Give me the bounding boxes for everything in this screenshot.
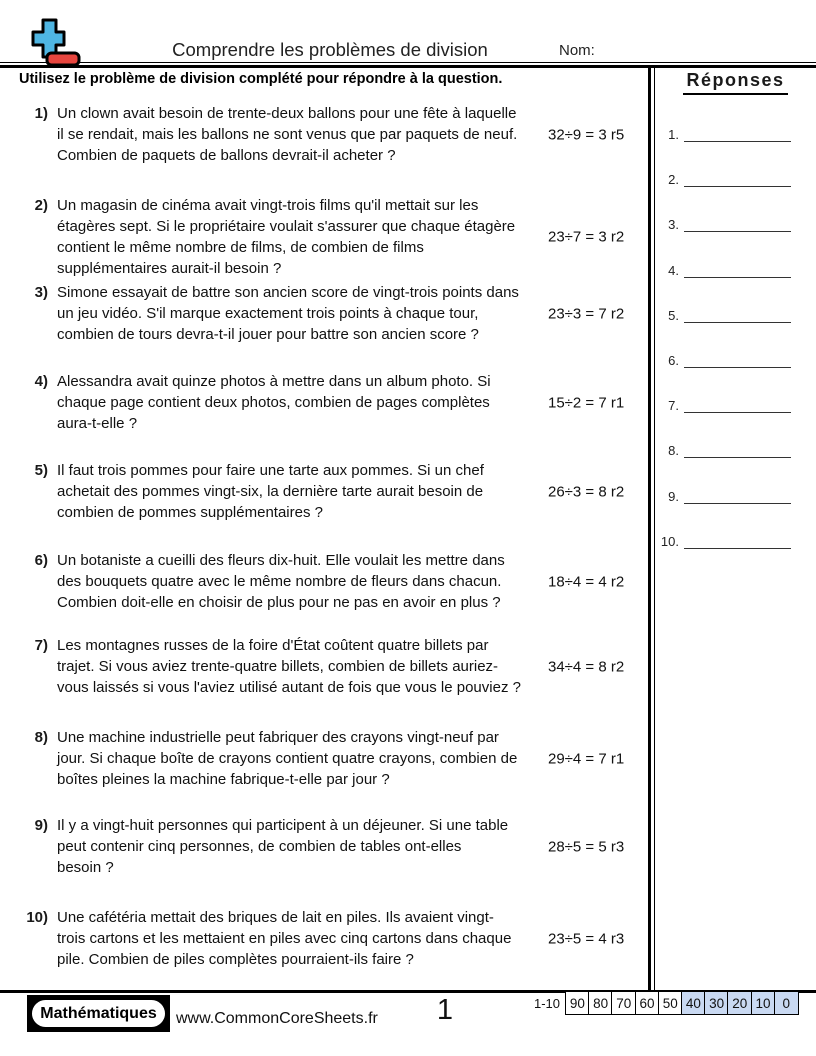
answer-blank[interactable] xyxy=(684,264,791,278)
problem-2 xyxy=(0,195,648,279)
problem-text: Une cafétéria mettait des briques de lait en piles. Ils avaient vingt- trois cartons et les mettaient en piles avec cinq cartons dans chaque pile. Combien de piles complètes pourraient-ils faire ? xyxy=(57,909,512,968)
answer-blank[interactable] xyxy=(684,309,791,323)
answer-row-1 xyxy=(657,127,791,142)
answer-row-10 xyxy=(657,534,791,549)
problem-4 xyxy=(0,371,648,434)
answer-number: 7. xyxy=(668,398,679,414)
problem-equation: 26÷3 = 8 r2 xyxy=(548,483,625,500)
answer-number: 4. xyxy=(668,262,679,278)
problem-text: Il faut trois pommes pour faire une tarte aux pommes. Si un chef achetait des pommes vingt-six, la dernière tarte aurait besoin de combien de pommes supplémentaires ? xyxy=(57,462,484,521)
problem-text: Un botaniste a cueilli des fleurs dix-huit. Elle voulait les mettre dans des bouquets quatre avec le même nombre de fleurs dans chacun. Combien doit-elle en choisir de plus pour ne pas en avoir en plus ? xyxy=(57,552,505,611)
answer-blank[interactable] xyxy=(684,490,791,504)
subject-badge xyxy=(27,995,170,1032)
page-number: 1 xyxy=(436,994,454,1026)
answer-number: 5. xyxy=(668,307,679,323)
answer-blank[interactable] xyxy=(684,218,791,232)
problem-text: Alessandra avait quinze photos à mettre dans un album photo. Si chaque page contient deux photos, combien de pages complètes aura-t-elle ? xyxy=(57,373,491,432)
header-rule-thin xyxy=(0,62,816,63)
header-rule-thick xyxy=(0,65,816,68)
answer-blank[interactable] xyxy=(684,173,791,187)
problem-10 xyxy=(0,907,648,970)
problem-number: 5) xyxy=(34,462,48,479)
answer-row-2 xyxy=(657,172,791,187)
score-cell: 80 xyxy=(588,991,613,1015)
answer-number: 9. xyxy=(668,488,679,504)
problem-5 xyxy=(0,460,648,523)
score-cell: 10 xyxy=(751,991,776,1015)
score-range-label: 1-10 xyxy=(533,996,560,1011)
problem-equation: 28÷5 = 5 r3 xyxy=(548,838,625,855)
answer-number: 3. xyxy=(668,217,679,233)
score-cell: 70 xyxy=(611,991,636,1015)
problem-number: 4) xyxy=(34,373,48,390)
answer-row-7 xyxy=(657,398,791,413)
problem-number: 6) xyxy=(34,552,48,569)
problem-text: Simone essayait de battre son ancien score de vingt-trois points dans un jeu vidéo. S'il marque exactement trois points à chaque tour, combien de tours devra-t-il jouer pour battre son ancien score ? xyxy=(57,284,519,343)
score-cell: 0 xyxy=(774,991,799,1015)
plus-minus-logo-icon xyxy=(28,16,84,68)
answer-number: 6. xyxy=(668,353,679,368)
problem-text: Une machine industrielle peut fabriquer des crayons vingt-neuf par jour. Si chaque boîte de crayons contient quatre crayons, combien de boîtes pleines la machine fabrique-t-elle par jour ? xyxy=(57,729,518,788)
problem-number: 3) xyxy=(34,284,48,301)
problem-number: 10) xyxy=(26,909,48,926)
website-url: www.CommonCoreSheets.fr xyxy=(176,1010,378,1027)
answer-number: 2. xyxy=(668,172,679,188)
problem-equation: 23÷3 = 7 r2 xyxy=(548,305,625,322)
answer-row-6 xyxy=(657,353,791,368)
answer-number: 8. xyxy=(668,443,679,459)
problem-number: 1) xyxy=(34,105,48,122)
minus-shape xyxy=(47,53,79,65)
answer-blank[interactable] xyxy=(684,128,791,142)
problem-equation: 18÷4 = 4 r2 xyxy=(548,573,625,590)
answer-row-5 xyxy=(657,308,791,323)
answer-row-3 xyxy=(657,217,791,232)
score-cell: 40 xyxy=(681,991,706,1015)
score-cell: 90 xyxy=(565,991,590,1015)
score-cell: 20 xyxy=(727,991,752,1015)
problem-3 xyxy=(0,282,648,345)
column-divider-inner xyxy=(654,65,655,990)
score-cell: 30 xyxy=(704,991,729,1015)
name-label: Nom: xyxy=(559,42,595,59)
instruction-text: Utilisez le problème de division complété pour répondre à la question. xyxy=(19,71,503,87)
problem-number: 2) xyxy=(34,197,48,214)
problem-number: 9) xyxy=(34,817,48,834)
problem-text: Un magasin de cinéma avait vingt-trois films qu'il mettait sur les étagères sept. Si le propriétaire voulait s'assurer que chaque étagère contient le même nombre de films, de combien de films supplémentaires aurait-il besoin ? xyxy=(57,197,516,277)
answer-row-4 xyxy=(657,263,791,278)
problem-equation: 15÷2 = 7 r1 xyxy=(548,394,625,411)
score-cell: 50 xyxy=(658,991,683,1015)
answer-number: 10. xyxy=(660,533,679,549)
problem-text: Un clown avait besoin de trente-deux ballons pour une fête à laquelle il se rendait, mais les ballons ne sont venus que par paquets de neuf. Combien de paquets de ballons devrait-il acheter ? xyxy=(57,105,518,164)
problem-equation: 32÷9 = 3 r5 xyxy=(548,126,625,143)
answer-row-9 xyxy=(657,489,791,504)
answer-blank[interactable] xyxy=(684,535,791,549)
problem-number: 8) xyxy=(34,729,48,746)
subject-badge-label: Mathématiques xyxy=(32,1000,165,1027)
problem-equation: 29÷4 = 7 r1 xyxy=(548,750,625,767)
plus-shape xyxy=(33,20,64,57)
problem-text: Il y a vingt-huit personnes qui participent à un déjeuner. Si une table peut contenir cinq personnes, de combien de tables ont-elles besoin ? xyxy=(57,817,509,876)
answer-blank[interactable] xyxy=(684,354,791,368)
answers-heading-text: Réponses xyxy=(683,70,787,95)
column-divider-outer xyxy=(648,65,651,990)
problem-8 xyxy=(0,727,648,790)
problem-6 xyxy=(0,550,648,613)
answer-blank[interactable] xyxy=(684,399,791,413)
problem-equation: 23÷5 = 4 r3 xyxy=(548,930,625,947)
problem-equation: 34÷4 = 8 r2 xyxy=(548,658,625,675)
problem-number: 7) xyxy=(34,637,48,654)
answer-number: 1. xyxy=(668,127,679,142)
answer-row-8 xyxy=(657,443,791,458)
problem-equation: 23÷7 = 3 r2 xyxy=(548,228,625,246)
problem-1 xyxy=(0,103,648,166)
problem-9 xyxy=(0,815,648,878)
answer-blank[interactable] xyxy=(684,444,791,458)
score-cell: 60 xyxy=(635,991,660,1015)
score-grid xyxy=(565,991,799,1015)
problem-7 xyxy=(0,635,648,698)
problem-text: Les montagnes russes de la foire d'État coûtent quatre billets par trajet. Si vous aviez trente-quatre billets, combien de billets auriez- vous laissés si vous l'aviez utilisé autant de fois que vous le pouviez ? xyxy=(57,637,521,696)
answers-heading xyxy=(655,70,816,95)
page-title: Comprendre les problèmes de division xyxy=(172,39,488,60)
